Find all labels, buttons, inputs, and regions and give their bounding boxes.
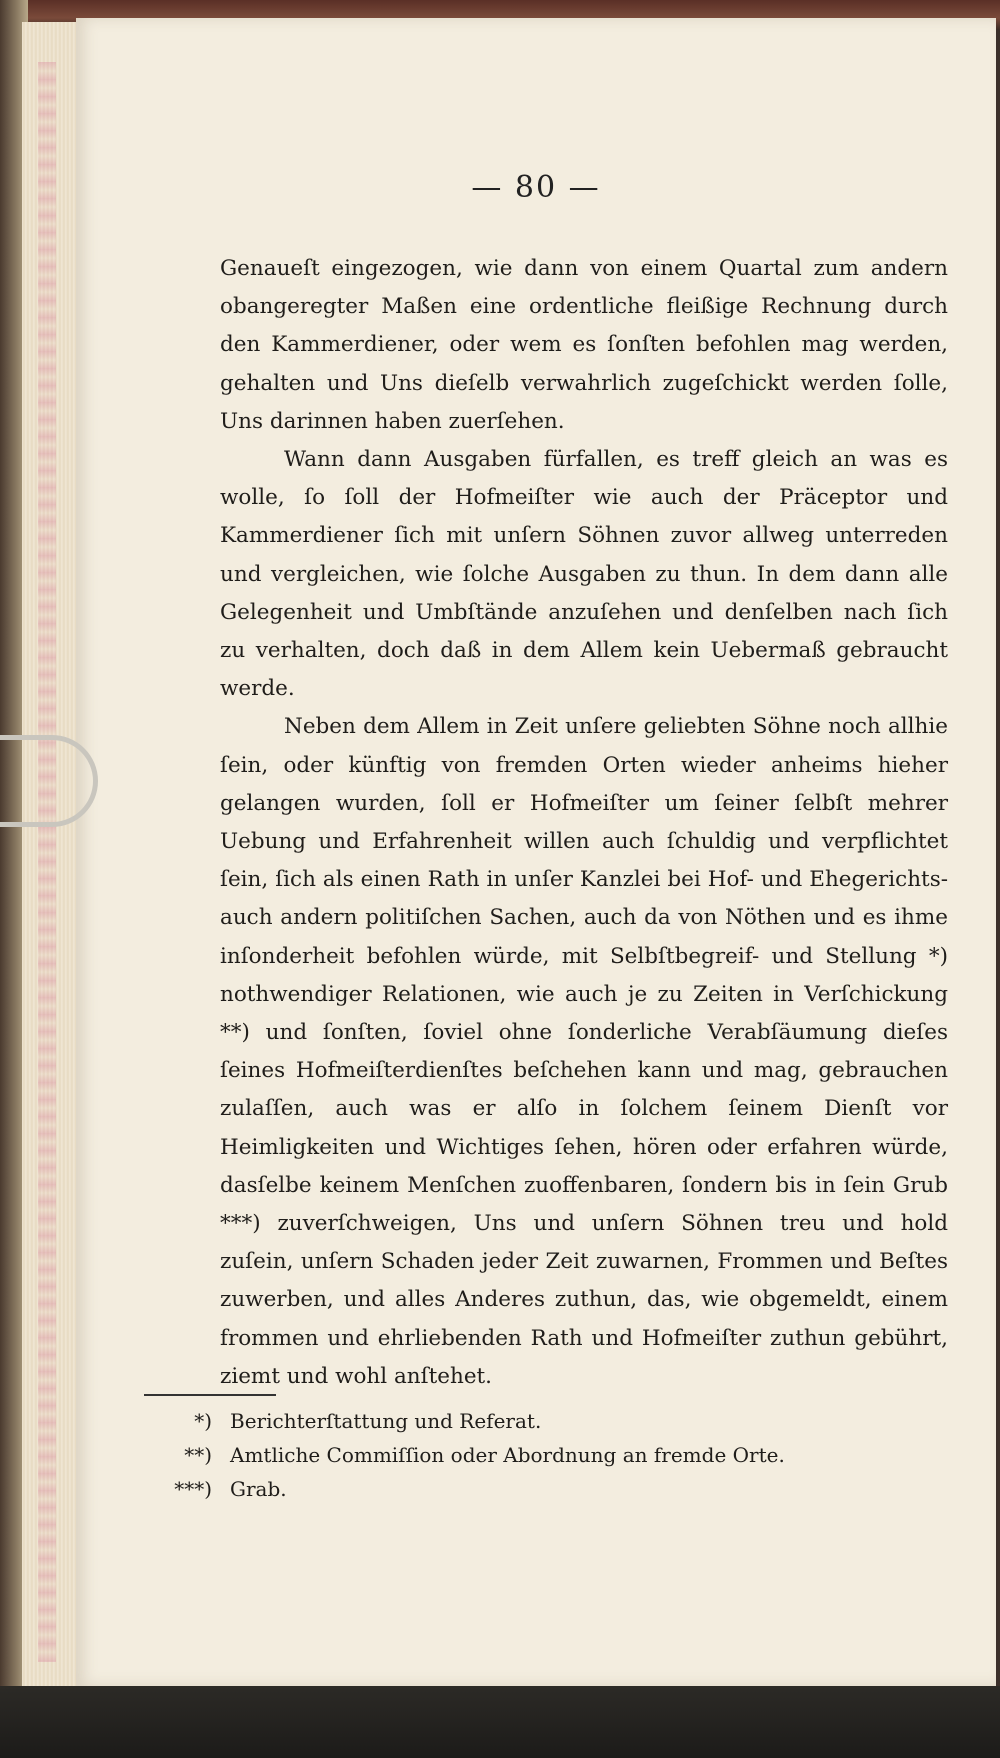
paragraph-1: Genaueſt eingezogen, wie dann von einem Quartal zum andern obangeregter Maßen eine ordentliche fleißige Rechnung durch den Kammerdiener, oder wem es ſonſten befohlen mag werden, gehalten und Uns dieſelb verwahrlich zugeſchickt werden ſolle, Uns darinnen haben zuerſehen. <box>220 256 948 434</box>
body-text <box>220 250 948 1396</box>
footnote-rule <box>144 1394 276 1396</box>
footnote-mark: *) <box>194 1409 212 1433</box>
footnote-3 <box>144 1472 904 1506</box>
footnote-mark: ***) <box>174 1477 212 1501</box>
paragraph-3: Neben dem Allem in Zeit unſere geliebten Söhne noch allhie ſein, oder künftig von fremden Orten wieder anheims hieher gelangen wurden, ſoll er Hofmeiſter um ſeiner ſelbſt mehrer Uebung und Erfahrenheit willen auch ſchuldig und verpflichtet ſein, ſich als einen Rath in unſer Kanzlei bei Hof- und Ehegerichts- auch andern politiſchen Sachen, auch da von Nöthen und es ihme inſonderheit befohlen würde, mit Selbſtbegreif- und Stellung *) nothwendiger Relationen, wie auch je zu Zeiten in Verſchickung **) und ſonſten, ſoviel ohne ſonderliche Verabſäumung dieſes ſeines Hofmeiſterdienſtes beſchehen kann und mag, gebrauchen zulaſſen, auch was er alſo in ſolchem ſeinem Dienſt vor Heimligkeiten und Wichtiges ſehen, hören oder erfahren würde, dasſelbe keinem Menſchen zuoffenbaren, ſondern bis in ſein Grub ***) zuverſchweigen, Uns und unſern Söhnen treu und hold zuſein, unſern Schaden jeder Zeit zuwarnen, Frommen und Beſtes zuwerben, und alles Anderes zuthun, das, wie obgemeldt, einem frommen und ehrliebenden Rath und Hofmeiſter zuthun gebührt, ziemt und wohl anſtehet. <box>220 714 948 1389</box>
footnote-text: Grab. <box>230 1477 287 1501</box>
scan-bottom-edge <box>0 1686 1000 1758</box>
footnote-2 <box>144 1438 904 1472</box>
footnote-mark: **) <box>184 1443 212 1467</box>
footnotes <box>144 1404 904 1506</box>
footnote-text: Amtliche Commiſſion oder Abordnung an fremde Orte. <box>230 1443 785 1467</box>
page-number: — 80 — <box>471 170 601 205</box>
footnote-text: Berichterſtattung und Referat. <box>230 1409 542 1433</box>
paragraph-2: Wann dann Ausgaben fürfallen, es treff gleich an was es wolle, ſo ſoll der Hofmeiſter wie auch der Präceptor und Kammerdiener ſich mit unſern Söhnen zuvor allweg unterreden und vergleichen, wie ſolche Ausgaben zu thun. In dem dann alle Gelegenheit und Umbſtände anzuſehen und denſelben nach ſich zu verhalten, doch daß in dem Allem kein Uebermaß gebraucht werde. <box>220 447 948 702</box>
paper-clip <box>0 735 98 827</box>
footnote-1 <box>144 1404 904 1438</box>
page-edges <box>22 22 83 1692</box>
colored-page-edge <box>38 62 56 1662</box>
